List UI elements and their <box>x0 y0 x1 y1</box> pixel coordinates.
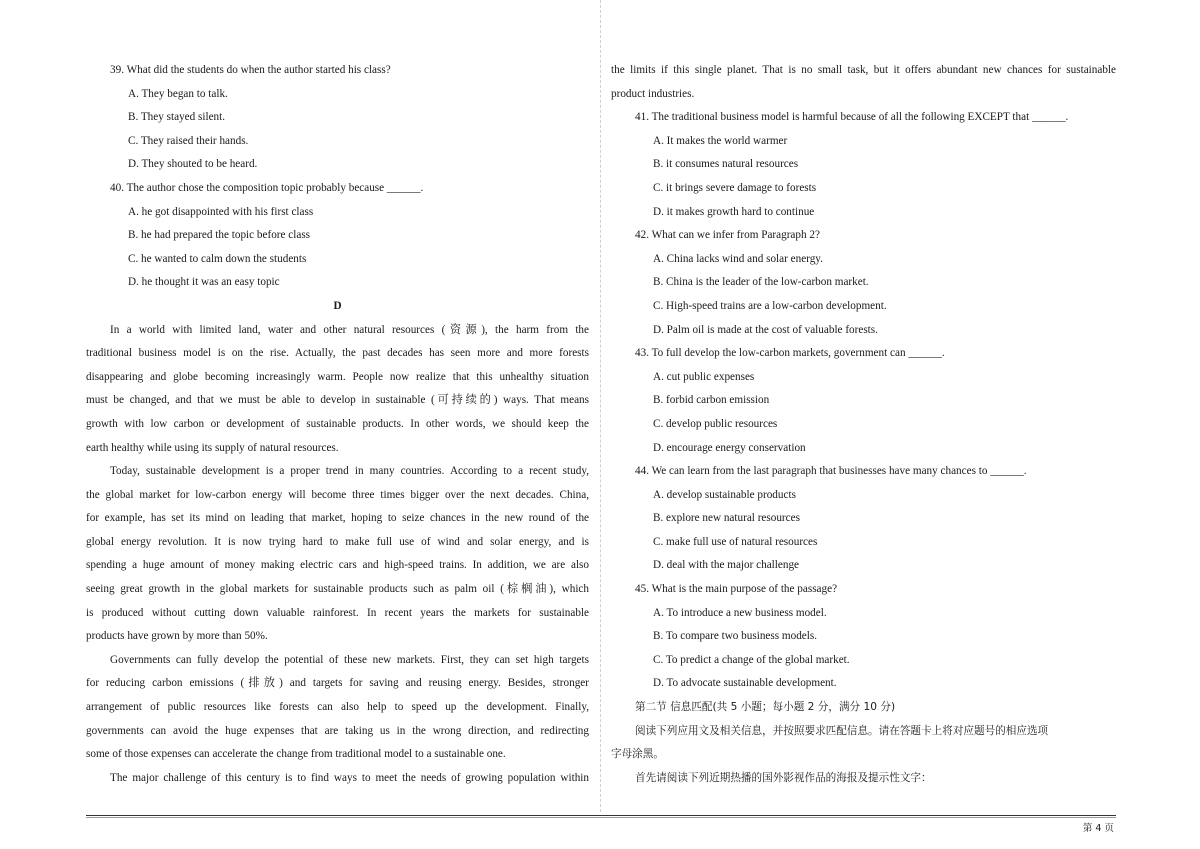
q40-option-c: C. he wanted to calm down the students <box>128 252 307 265</box>
q45-option-a: A. To introduce a new business model. <box>653 606 827 619</box>
q40-option-b: B. he had prepared the topic before class <box>128 229 311 242</box>
passage-continued-line: the limits if this single planet. That is no small task, but it offers abundant new chances for sustainable <box>611 64 1116 76</box>
passage-line: The major challenge of this century is to find ways to meet the needs of growing population within <box>110 771 589 784</box>
section-2-heading: 第二节 信息匹配(共 5 小题；每小题 2 分，满分 10 分) <box>635 701 896 714</box>
passage-line: must be changed, and that we must be able to develop in sustainable (可持续的) ways. That means <box>86 394 589 407</box>
passage-line: arrangement of public resources like forests can also help to speed up the development. Finally, <box>86 701 589 714</box>
q43-option-b: B. forbid carbon emission <box>653 394 770 407</box>
passage-line: products have grown by more than 50%. <box>86 630 268 643</box>
q44-option-d: D. deal with the major challenge <box>653 559 800 572</box>
passage-continued-line: product industries. <box>611 87 695 100</box>
q40-option-a: A. he got disappointed with his first class <box>128 205 314 218</box>
footer-rule-thin <box>86 817 1116 818</box>
q42-option-a: A. China lacks wind and solar energy. <box>653 252 823 265</box>
q45-option-c: C. To predict a change of the global market. <box>653 653 850 666</box>
passage-line: for example, has set its mind on leading that market, hoping to seize chances in the new round of the <box>86 512 589 525</box>
question-40-stem: 40. The author chose the composition topic probably because ______. <box>110 181 424 194</box>
passage-line: some of those expenses can accelerate the change from traditional model to a sustainable one. <box>86 748 506 761</box>
q45-option-b: B. To compare two business models. <box>653 630 818 643</box>
q43-option-d: D. encourage energy conservation <box>653 441 806 454</box>
passage-line: earth healthy while using its supply of natural resources. <box>86 441 339 454</box>
instructions-line: 阅读下列应用文及相关信息，并按照要求匹配信息。请在答题卡上将对应题号的相应选项 <box>635 724 1049 737</box>
left-column <box>86 59 589 790</box>
passage-line: is produced without cutting down valuable rainforest. In recent years the markets for sustainable <box>86 606 589 619</box>
passage-line: In a world with limited land, water and other natural resources (资源), the harm from the <box>110 323 589 336</box>
passage-line: governments can avoid the huge expenses that are taking us in the wrong direction, and redirecting <box>86 724 589 737</box>
question-42-stem: 42. What can we infer from Paragraph 2? <box>635 229 820 242</box>
question-45-stem: 45. What is the main purpose of the passage? <box>635 583 838 596</box>
passage-line: disappearing and globe becoming increasingly warm. People now realize that this unhealthy situation <box>86 370 589 383</box>
q39-option-d: D. They shouted to be heard. <box>128 158 258 171</box>
q39-option-a: A. They began to talk. <box>128 87 228 100</box>
q42-option-d: D. Palm oil is made at the cost of valuable forests. <box>653 323 878 336</box>
question-39-stem: 39. What did the students do when the author started his class? <box>110 64 391 76</box>
question-44-stem: 44. We can learn from the last paragraph that businesses have many chances to ______. <box>635 465 1027 478</box>
q41-option-b: B. it consumes natural resources <box>653 158 799 171</box>
passage-line: the global market for low-carbon energy will become three times bigger over the next decades. China, <box>86 488 589 501</box>
passage-line: for reducing carbon emissions (排放) and targets for saving and reusing energy. Besides, stronger <box>86 677 589 690</box>
q39-option-b: B. They stayed silent. <box>128 111 226 124</box>
q43-option-c: C. develop public resources <box>653 417 778 430</box>
q45-option-d: D. To advocate sustainable development. <box>653 677 837 690</box>
passage-line: global energy revolution. It is now trying hard to make full use of wind and solar energy, and is <box>86 535 589 548</box>
q40-option-d: D. he thought it was an easy topic <box>128 276 280 289</box>
q41-option-c: C. it brings severe damage to forests <box>653 181 817 194</box>
section-letter-d: D <box>333 299 342 312</box>
right-column <box>611 59 1116 790</box>
q41-option-a: A. It makes the world warmer <box>653 134 788 147</box>
q44-option-c: C. make full use of natural resources <box>653 535 818 548</box>
q42-option-c: C. High-speed trains are a low-carbon development. <box>653 299 887 312</box>
footer-rule <box>86 815 1116 816</box>
q42-option-b: B. China is the leader of the low-carbon market. <box>653 276 869 289</box>
passage-line: Today, sustainable development is a proper trend in many countries. According to a recent study, <box>110 465 589 478</box>
q44-option-a: A. develop sustainable products <box>653 488 796 501</box>
q44-option-b: B. explore new natural resources <box>653 512 800 525</box>
q39-option-c: C. They raised their hands. <box>128 134 249 147</box>
intro-line: 首先请阅读下列近期热播的国外影视作品的海报及提示性文字： <box>635 771 932 784</box>
instructions-line: 字母涂黑。 <box>611 748 664 761</box>
question-43-stem: 43. To full develop the low-carbon markets, government can ______. <box>635 347 945 360</box>
q43-option-a: A. cut public expenses <box>653 370 755 383</box>
passage-line: seeing great growth in the global markets for sustainable products such as palm oil (棕榈油), which <box>86 583 589 596</box>
page-fold-line <box>600 0 601 812</box>
passage-line: Governments can fully develop the potential of these new markets. First, they can set high targets <box>110 653 589 666</box>
page-number: 第 4 页 <box>1082 823 1114 834</box>
passage-line: growth with low carbon or development of sustainable products. In other words, we should keep the <box>86 417 589 430</box>
passage-line: traditional business model is on the rise. Actually, the past decades has seen more and more forests <box>86 347 589 360</box>
passage-line: spending a huge amount of money making electric cars and high-speed trains. In addition, we are also <box>86 559 589 572</box>
q41-option-d: D. it makes growth hard to continue <box>653 205 815 218</box>
question-41-stem: 41. The traditional business model is harmful because of all the following EXCEPT that ______. <box>635 111 1069 124</box>
